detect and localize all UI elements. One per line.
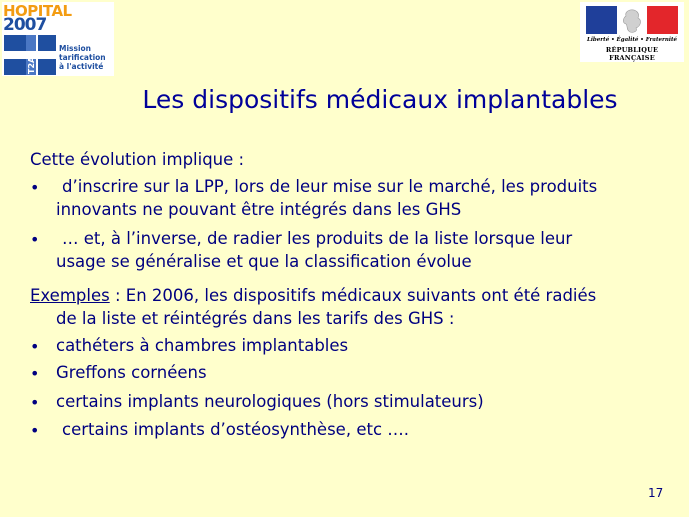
list-item: cathéters à chambres implantables [56, 336, 349, 355]
republic-motto: Liberté • Égalité • Fraternité [586, 37, 678, 43]
intro-text: Cette évolution implique : [30, 150, 245, 169]
list-item-line: d’inscrire sur la LPP, lors de leur mise sur le marché, les produits [62, 177, 598, 196]
examples-line-1 [30, 286, 596, 305]
french-flag-icon [586, 6, 678, 34]
bullet-icon: • [30, 230, 40, 249]
bullet-icon: • [30, 364, 40, 383]
page-number: 17 [648, 486, 664, 500]
bullet-icon: • [30, 337, 40, 356]
logo-mission-text: Mission tarification à l'activité [59, 44, 106, 71]
examples-text: : En 2006, les dispositifs médicaux suivants ont été radiés [109, 286, 597, 305]
examples-line-2: de la liste et réintégrés dans les tarifs des GHS : [56, 309, 455, 328]
list-item: certains implants d’ostéosynthèse, etc …. [62, 420, 410, 439]
republique-francaise-logo [580, 2, 684, 62]
slide-title: Les dispositifs médicaux implantables [142, 85, 618, 114]
list-item: Greffons cornéens [56, 363, 207, 382]
logo-t2a-text: T2A [27, 56, 36, 74]
list-item-line: … et, à l’inverse, de radier les produits de la liste lorsque leur [62, 229, 573, 248]
bullet-icon: • [30, 178, 40, 197]
list-item: certains implants neurologiques (hors stimulateurs) [56, 392, 484, 411]
bullet-icon: • [30, 421, 40, 440]
bullet-icon: • [30, 393, 40, 412]
examples-label: Exemples [30, 286, 110, 305]
logo-year-text: 2007 [3, 15, 47, 35]
list-item-line: innovants ne pouvant être intégrés dans les GHS [56, 200, 462, 219]
list-item-line: usage se généralise et que la classification évolue [56, 252, 472, 271]
republic-name: RÉPUBLIQUE FRANÇAISE [605, 46, 659, 62]
logo-hopital-text: HOPITAL [3, 2, 72, 20]
hopital-2007-logo [2, 2, 114, 76]
